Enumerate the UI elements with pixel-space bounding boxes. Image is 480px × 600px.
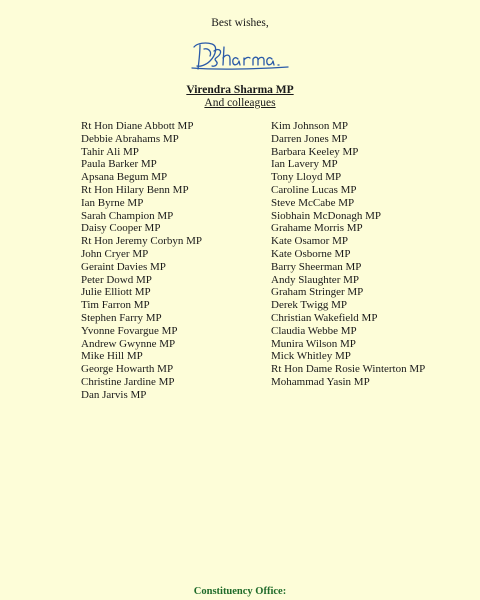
signatory-name: Barbara Keeley MP bbox=[271, 145, 359, 158]
constituency-office-heading: Constituency Office: bbox=[193, 586, 287, 597]
signatory-name: Kim Johnson MP bbox=[271, 120, 349, 132]
signatory-name: Daisy Cooper MP bbox=[81, 222, 161, 235]
closing-line: Best wishes, bbox=[211, 17, 269, 29]
signatory-name: Andy Slaughter MP bbox=[271, 273, 359, 286]
signatory-name: Ian Byrne MP bbox=[81, 196, 144, 209]
signatory-name: Rt Hon Jeremy Corbyn MP bbox=[81, 235, 202, 248]
signatory-name: Mike Hill MP bbox=[81, 350, 143, 363]
signatory-name: Mick Whitley MP bbox=[271, 350, 351, 363]
signatory-name: Apsana Begum MP bbox=[81, 171, 168, 184]
signatory-name: Kate Osborne MP bbox=[271, 247, 351, 260]
signatory-name: Darren Jones MP bbox=[271, 132, 348, 145]
signatories-right-column bbox=[271, 120, 425, 389]
signatory-name: Peter Dowd MP bbox=[81, 273, 152, 286]
signatory-name: Claudia Webbe MP bbox=[271, 324, 357, 337]
signatory-name: Debbie Abrahams MP bbox=[81, 132, 179, 145]
signatory-name: George Howarth MP bbox=[81, 363, 174, 376]
signatory-name: John Cryer MP bbox=[81, 247, 149, 260]
signatory-name: Barry Sheerman MP bbox=[271, 260, 362, 273]
signatory-name: Grahame Morris MP bbox=[271, 222, 363, 235]
signatories-left-column bbox=[81, 120, 202, 402]
signatory-name: Rt Hon Dame Rosie Winterton MP bbox=[271, 363, 426, 376]
signatory-name: Ian Lavery MP bbox=[271, 158, 338, 171]
signatory-name: Munira Wilson MP bbox=[271, 337, 356, 350]
signatory-name: Andrew Gwynne MP bbox=[81, 337, 176, 350]
handwritten-signature bbox=[188, 39, 298, 73]
signatory-name: Mohammad Yasin MP bbox=[271, 375, 370, 388]
signatory-name: Siobhain McDonagh MP bbox=[271, 209, 381, 222]
signatory-name: Tahir Ali MP bbox=[81, 145, 139, 158]
signatory-name: Stephen Farry MP bbox=[81, 311, 162, 324]
signatory-name: Julie Elliott MP bbox=[81, 286, 151, 299]
signatory-name: Dan Jarvis MP bbox=[81, 388, 147, 401]
signatory-name: Rt Hon Hilary Benn MP bbox=[81, 183, 189, 196]
sender-name: Virendra Sharma MP bbox=[186, 84, 294, 96]
signatory-name: Sarah Champion MP bbox=[81, 209, 174, 222]
signatory-name: Rt Hon Diane Abbott MP bbox=[81, 120, 194, 132]
signatory-name: Yvonne Fovargue MP bbox=[81, 324, 178, 337]
signatory-name: Tim Farron MP bbox=[81, 299, 150, 312]
sender-subtitle: And colleagues bbox=[204, 97, 276, 109]
signatory-name: Kate Osamor MP bbox=[271, 235, 348, 248]
signatory-name: Derek Twigg MP bbox=[271, 299, 348, 312]
signatory-name: Graham Stringer MP bbox=[271, 286, 364, 299]
signatory-name: Steve McCabe MP bbox=[271, 196, 355, 209]
signatory-name: Paula Barker MP bbox=[81, 158, 157, 171]
signatory-name: Tony Lloyd MP bbox=[271, 171, 342, 184]
signatory-name: Geraint Davies MP bbox=[81, 260, 166, 273]
signatory-name: Christine Jardine MP bbox=[81, 375, 175, 388]
signatory-name: Caroline Lucas MP bbox=[271, 183, 357, 196]
signatory-name: Christian Wakefield MP bbox=[271, 311, 378, 324]
